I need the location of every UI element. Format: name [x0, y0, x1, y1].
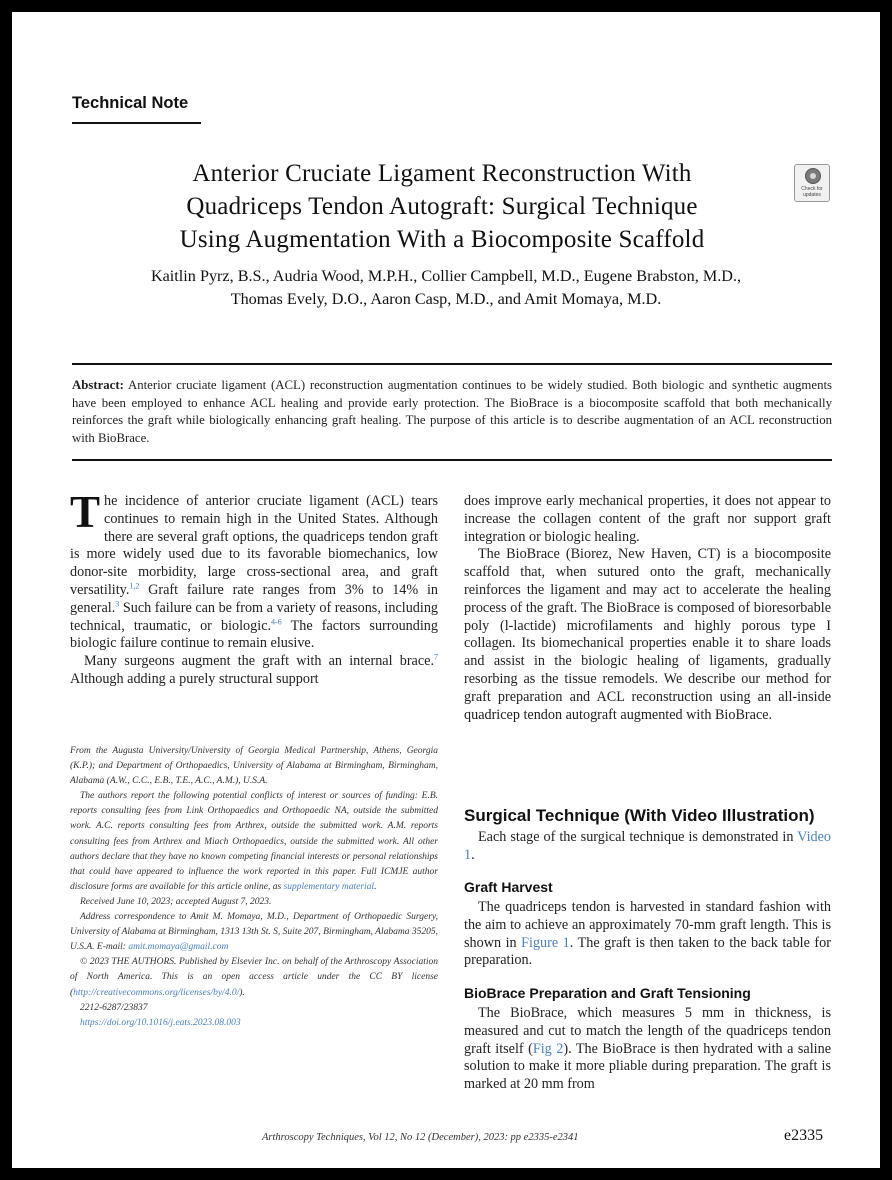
license-link[interactable]: http://creativecommons.org/licenses/by/4.0/ — [73, 987, 240, 998]
affiliation-note: From the Augusta University/University of Georgia Medical Partnership, Athens, Georgia (K.P.); and Department of Orthopaedics, University of Alabama at Birmingham, Birmingham, Alabama (A.W., C.C., E.B., T.E., A.C., A.M.), U.S.A. — [70, 746, 438, 787]
article-page — [12, 12, 880, 1168]
body-paragraph: The BioBrace (Biorez, New Haven, CT) is a biocomposite scaffold that, when sutured onto the graft, mechanically reinforces the ligament and may act to accelerate the healing process of the graft. The BioBrace is composed of bioresorbable poly (l-lactide) microfilaments and highly porous type I collagen. Its biomechanical properties enable it to share loads and assist in the biologic healing of ligaments, gradually resorbing as the tissue remodels. We describe our method for graft preparation and ACL reconstruction using an all-inside quadricep tendon autograft augmented with BioBrace. — [464, 546, 831, 723]
video-link[interactable]: Video 1 — [464, 829, 831, 863]
body-paragraph: Each stage of the surgical technique is demonstrated in Video 1. — [464, 829, 831, 863]
reference-link[interactable]: 3 — [115, 599, 120, 609]
abstract-text: Anterior cruciate ligament (ACL) reconstruction augmentation continues to be widely studied. Both biologic and synthetic augments have been employed to enhance ACL healing and provide early protection. The BioBrace is a biocomposite scaffold that both mechanically reinforces the graft while biologically enhancing graft healing. The purpose of this article is to describe augmentation of an ACL reconstruction with BioBrace. — [72, 378, 832, 445]
updates-badge-label: updates — [803, 192, 821, 198]
received-note: Received June 10, 2023; accepted August 7, 2023. — [80, 896, 272, 907]
author-line: Kaitlin Pyrz, B.S., Audria Wood, M.P.H., Collier Campbell, M.D., Eugene Brabston, M.D., — [150, 267, 742, 285]
body-paragraph: The BioBrace, which measures 5 mm in thickness, is measured and cut to match the length of the quadriceps tendon graft itself (Fig 2). The BioBrace is then hydrated with a saline solution to make it more pliable during preparation. The graft is marked at 20 mm from — [464, 1005, 831, 1093]
reference-link[interactable]: 4-6 — [271, 616, 282, 626]
issn-note: 2212-6287/23837 — [80, 1002, 148, 1013]
abstract-bottom-rule — [72, 459, 832, 461]
reference-link[interactable]: 1,2 — [129, 581, 140, 591]
check-for-updates-button[interactable] — [794, 164, 830, 202]
title-line: Quadriceps Tendon Autograft: Surgical Technique — [186, 193, 698, 220]
conflicts-note: The authors report the following potential conflicts of interest or sources of funding: E.B. reports consulting fees from Link Orthopaedics and Orthopaedic NA, outside the submitted work. A.C. reports consulting fees from Arthrex, outside the submitted work. A.M. reports consulting fees from Arthrex and Miach Orthopaedics, outside the submitted work. All other authors declare that they have no known competing financial interests or personal relationships that could have appeared to influence the work reported in this paper. Full ICMJE author disclosure forms are available for this article online, as supplementary material. — [70, 791, 438, 892]
section-heading: Surgical Technique (With Video Illustration) — [464, 806, 815, 825]
title-line: Using Augmentation With a Biocomposite Scaffold — [179, 226, 705, 253]
title-line: Anterior Cruciate Ligament Reconstruction With — [192, 160, 692, 187]
correspondence-note: Address correspondence to Amit M. Momaya, M.D., Department of Orthopaedic Surgery, University of Alabama at Birmingham, 1313 13th St. S, Suite 207, Birmingham, Alabama 35205, U.S.A. E-mail: amit.momaya@gmail.com — [70, 912, 438, 953]
body-paragraph: The quadriceps tendon is harvested in standard fashion with the aim to achieve an approximately 70-mm graft length. This is shown in Figure 1. The graft is then taken to the back table for preparation. — [464, 899, 831, 969]
figure-link[interactable]: Fig 2 — [532, 1040, 564, 1057]
subsection-heading: BioBrace Preparation and Graft Tensioning — [464, 985, 751, 1001]
article-type-label: Technical Note — [72, 94, 189, 112]
email-link[interactable]: amit.momaya@gmail.com — [128, 942, 229, 953]
abstract-top-rule — [72, 363, 832, 365]
body-left-column — [70, 487, 439, 689]
update-check-icon — [805, 168, 821, 184]
body-right-column — [464, 493, 831, 724]
drop-cap: T — [70, 487, 101, 537]
intro-paragraph: The incidence of anterior cruciate ligament (ACL) tears continues to remain high in the United States. Although there are several graft options, the quadriceps tendon graft is more widely used due to its favorable biomechanics, low donor-site morbidity, large cross-sectional area, and graft versatility.$^{1,2}$ Graft failure rate ranges from 3% to 14% in general.$^3$ Such failure can be from a variety of reasons, including technical, traumatic, or biologic.$^{4-6}$ The factors surrounding biologic failure continue to remain elusive. — [70, 487, 439, 652]
abstract — [72, 377, 832, 447]
subsection-heading: Graft Harvest — [464, 879, 553, 895]
body-paragraph: does improve early mechanical properties, it does not appear to increase the collagen content of the graft nor support graft integration or biologic healing. — [464, 493, 831, 545]
copyright-note: © 2023 THE AUTHORS. Published by Elsevier Inc. on behalf of the Arthroscopy Association of North America. This is an open access article under the CC BY license (http://creativecommons.org/licenses/by/4.0/). — [70, 957, 438, 998]
page-number: e2335 — [784, 1127, 824, 1144]
author-line: Thomas Evely, D.O., Aaron Casp, M.D., and Amit Momaya, M.D. — [230, 290, 662, 308]
supplementary-material-link[interactable]: supplementary material — [283, 881, 375, 892]
doi-note — [70, 1016, 438, 1031]
reference-link[interactable]: 7 — [434, 652, 438, 662]
doi-link[interactable]: https://doi.org/10.1016/j.eats.2023.08.003 — [80, 1017, 241, 1028]
article-footnotes — [70, 744, 438, 1031]
journal-citation: Arthroscopy Techniques, Vol 12, No 12 (December), 2023: pp e2335-e2341 — [262, 1132, 579, 1143]
article-title — [112, 157, 772, 256]
figure-link[interactable]: Figure 1 — [521, 934, 570, 951]
article-type-underline — [72, 122, 201, 124]
updates-badge-label: Check for — [801, 186, 823, 192]
abstract-label: Abstract: — [72, 378, 124, 392]
body-paragraph: Many surgeons augment the graft with an internal brace.$^7$ Although adding a purely structural support — [70, 652, 438, 687]
author-list — [72, 265, 820, 311]
